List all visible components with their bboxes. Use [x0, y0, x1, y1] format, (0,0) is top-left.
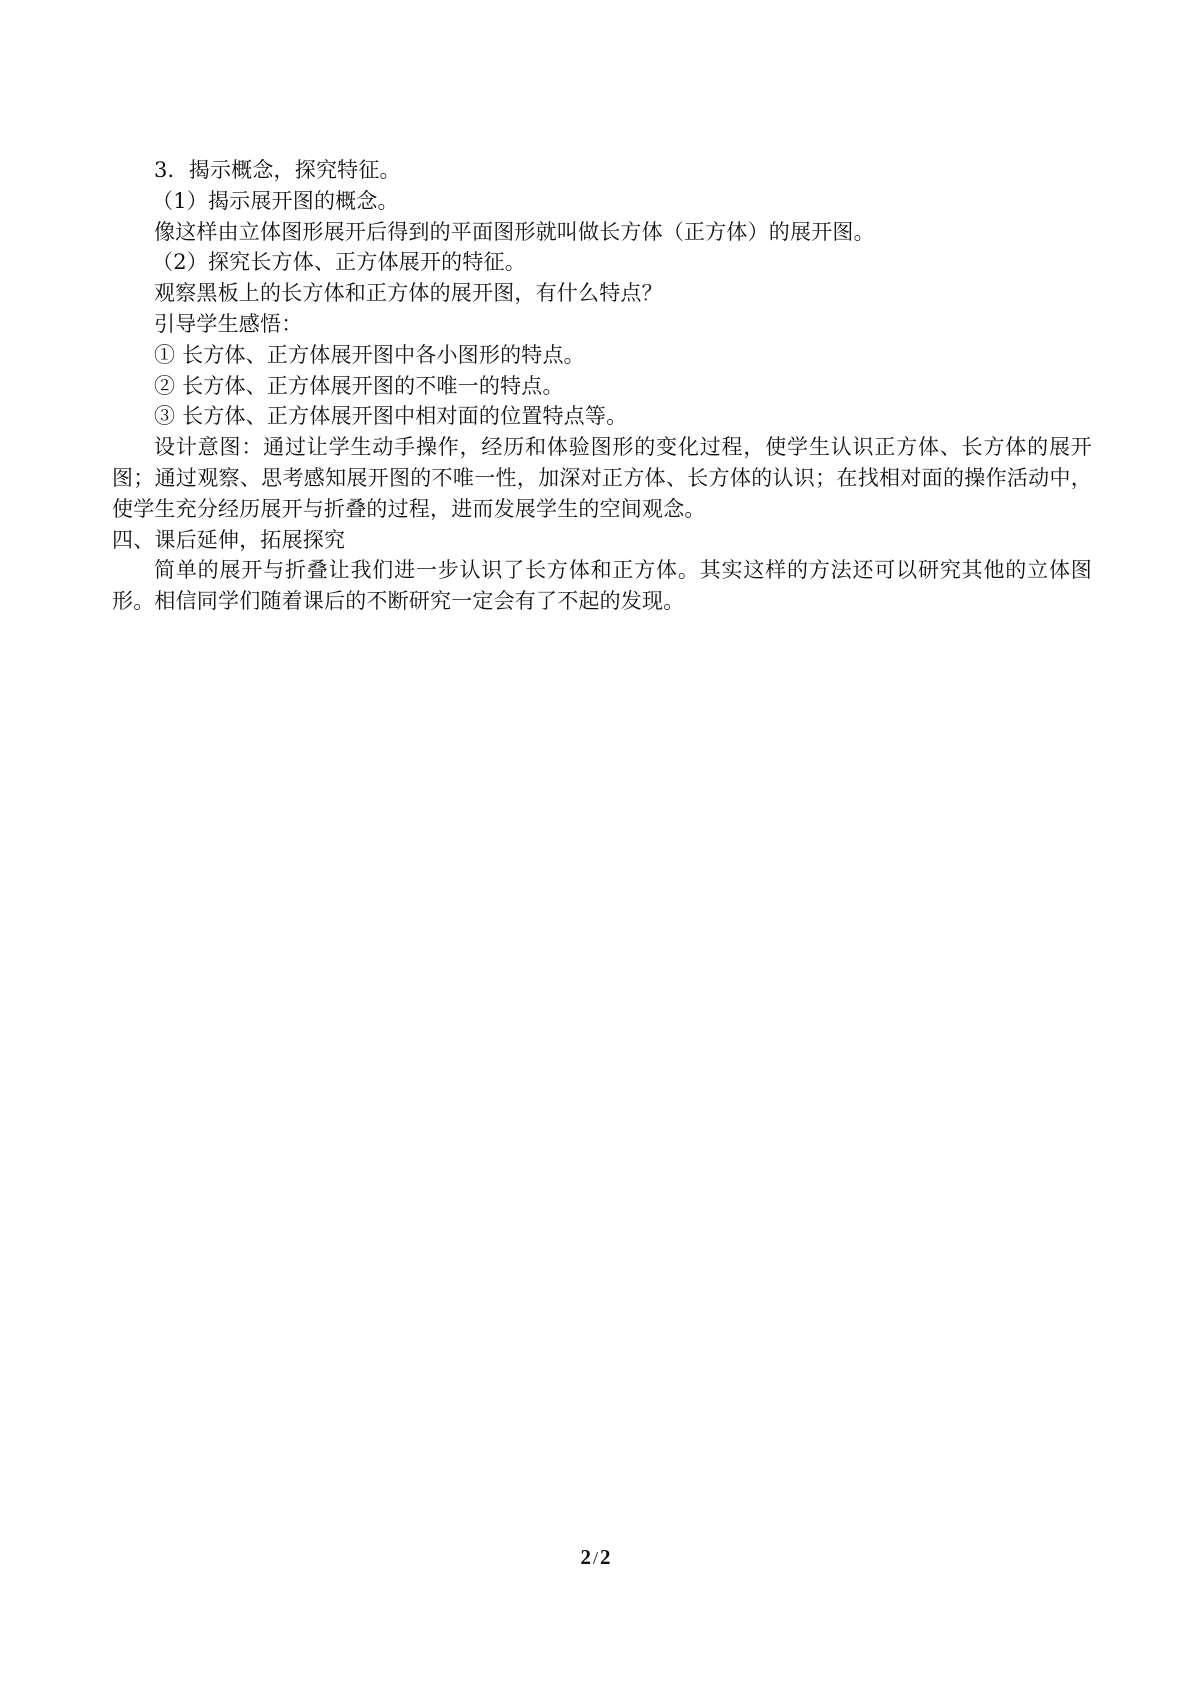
list-item: ② 长方体、正方体展开图的不唯一的特点。 — [154, 373, 564, 398]
design-intent-paragraph: 设计意图：通过让学生动手操作，经历和体验图形的变化过程，使学生认识正方体、长方体的展开图；通过观察、思考感知展开图的不唯一性，加深对正方体、长方体的认识；在找相对面的操作活动中，使学生充分经历展开与折叠的过程，进而发展学生的空间观念。 — [112, 435, 1092, 521]
observation-question: 观察黑板上的长方体和正方体的展开图，有什么特点？ — [154, 281, 663, 306]
subsection-2-heading: （2）探究长方体、正方体展开的特征。 — [152, 250, 526, 275]
guidance-intro: 引导学生感悟： — [154, 311, 303, 336]
section-heading: 四、课后延伸，拓展探究 — [112, 527, 346, 552]
closing-paragraph: 简单的展开与折叠让我们进一步认识了长方体和正方体。其实这样的方法还可以研究其他的立体图形。相信同学们随着课后的不断研究一定会有了不起的发现。 — [112, 558, 1092, 614]
current-page-number: 2 — [580, 1545, 591, 1569]
list-item: ① 长方体、正方体展开图中各小图形的特点。 — [154, 342, 585, 367]
list-item: ③ 长方体、正方体展开图中相对面的位置特点等。 — [154, 404, 628, 429]
page-content — [112, 155, 1092, 617]
concept-definition: 像这样由立体图形展开后得到的平面图形就叫做长方体（正方体）的展开图。 — [154, 219, 875, 244]
page-number — [0, 1545, 1191, 1570]
total-page-count: 2 — [600, 1545, 611, 1569]
page-separator: / — [592, 1548, 598, 1568]
step-heading: 3．揭示概念，探究特征。 — [154, 158, 401, 182]
subsection-1-heading: （1）揭示展开图的概念。 — [152, 188, 399, 213]
